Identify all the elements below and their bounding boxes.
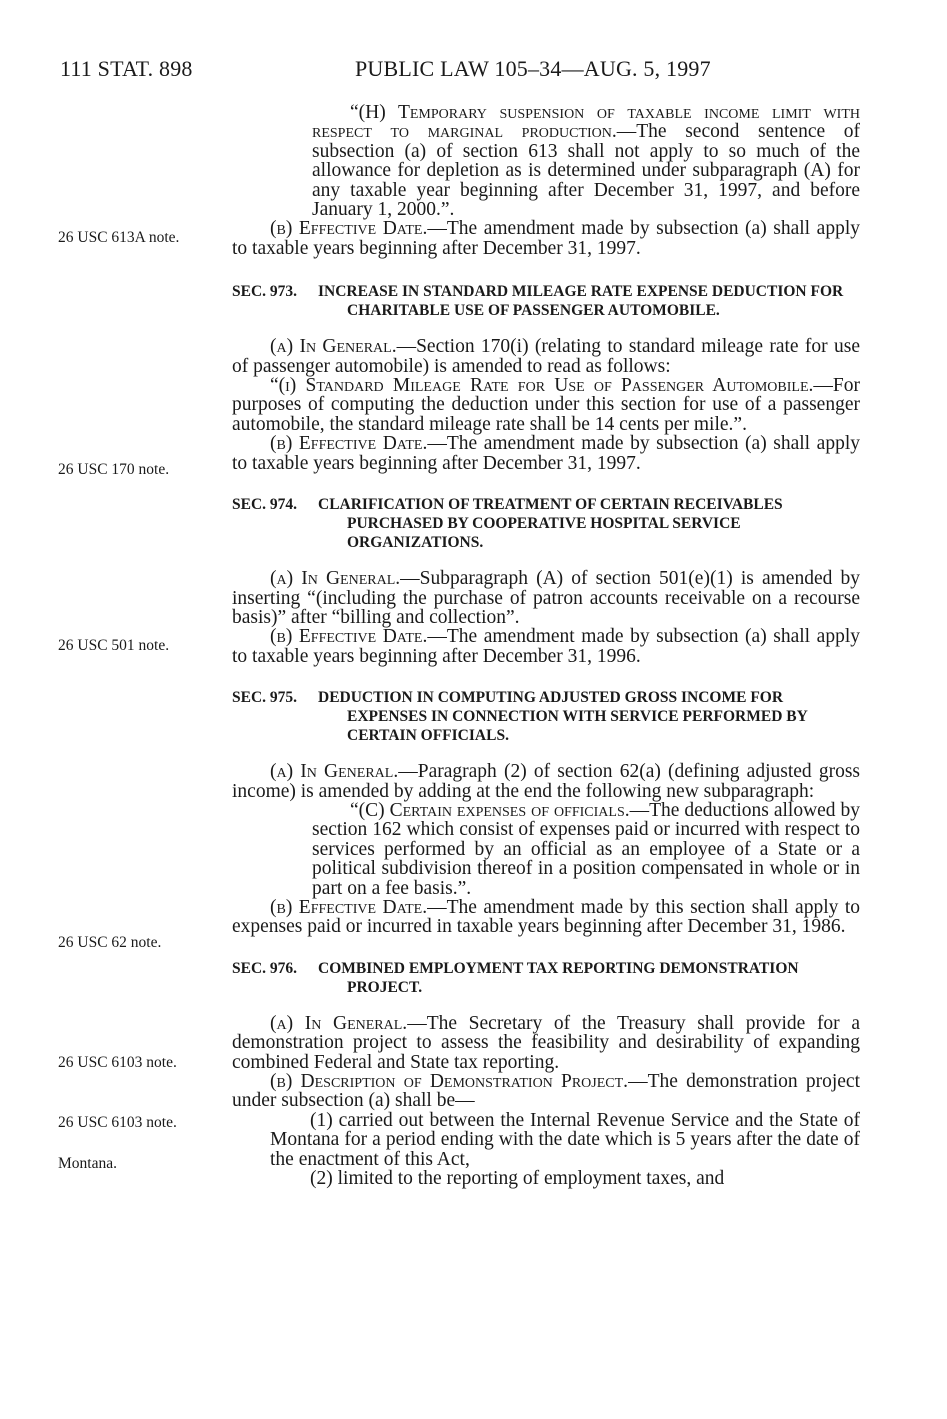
main-text-column <box>232 103 860 1188</box>
section-975-title: DEDUCTION IN COMPUTING ADJUSTED GROSS INCOME FOR EXPENSES IN CONNECTION WITH SERVICE PERFORMED BY CERTAIN OFFICIALS. <box>318 689 808 745</box>
law-title-header: PUBLIC LAW 105–34—AUG. 5, 1997 <box>355 56 711 81</box>
section-975-number: SEC. 975. <box>232 689 298 707</box>
section-973-quoted-i-body: —For purposes of computing the deduction under this section for use of a passenger automobile, the standard mileage rate shall be 14 cents per mile.”. <box>232 375 860 435</box>
section-975-a <box>232 762 860 801</box>
section-976-title: COMBINED EMPLOYMENT TAX REPORTING DEMONSTRATION PROJECT. <box>318 959 799 996</box>
margin-note-62: 26 USC 62 note. <box>58 934 162 951</box>
section-976-b-heading: (b) Description of Demonstration Project. <box>270 1071 629 1092</box>
margin-note-501: 26 USC 501 note. <box>58 637 170 654</box>
section-976-a-body: —The Secretary of the Treasury shall provide for a demonstration project to assess the feasibility and desirability of expanding combined Federal and State tax reporting. <box>232 1012 860 1073</box>
section-976-number: SEC. 976. <box>232 959 298 977</box>
effective-date-972-body: —The amendment made by subsection (a) shall apply to taxable years beginning after December 31, 1997. <box>232 218 860 259</box>
section-973-quoted-i-heading: “(i) Standard Mileage Rate for Use of Passenger Automobile. <box>270 375 814 397</box>
margin-note-6103-b: 26 USC 6103 note. <box>58 1114 177 1131</box>
section-973-quoted-i <box>232 376 860 434</box>
section-976-b <box>232 1072 860 1111</box>
section-973-a-body: —Section 170(i) (relating to standard mileage rate for use of passenger automobile) is amended to read as follows: <box>232 336 860 377</box>
section-975-a-heading: (a) In General. <box>270 761 399 783</box>
section-974-heading <box>232 495 860 552</box>
section-974-a <box>232 569 860 627</box>
section-974-a-body: —Subparagraph (A) of section 501(e)(1) is amended by inserting “(including the purchase of patron accounts receivable on a recourse basis)” after “billing and collection”. <box>232 568 860 628</box>
margin-note-613a: 26 USC 613A note. <box>58 229 180 246</box>
subparagraph-h-body: —The second sentence of subsection (a) of section 613 shall not apply to so much of the allowance for depletion as is determined under subparagraph (A) for any taxable year beginning after December 31, 1997, and before January 1, 2000.”. <box>312 121 860 221</box>
margin-note-170: 26 USC 170 note. <box>58 461 170 478</box>
section-975-quoted-c-body: —The deductions allowed by section 162 which consist of expenses paid or incurred with respect to services performed by an official as an employee of a State or a political subdivision thereof in a position compensated in whole or in part on a fee basis.”. <box>312 799 860 899</box>
margin-note-montana: Montana. <box>58 1155 117 1172</box>
section-976-heading <box>232 959 860 997</box>
section-976-item-2: (2) limited to the reporting of employment taxes, and <box>310 1168 725 1190</box>
page-reference: 111 STAT. 898 <box>60 56 193 81</box>
section-975-heading <box>232 688 860 745</box>
section-973-title: INCREASE IN STANDARD MILEAGE RATE EXPENSE DEDUCTION FOR CHARITABLE USE OF PASSENGER AUTOMOBILE. <box>318 283 844 320</box>
section-973-b <box>232 434 860 473</box>
section-973-b-body: —The amendment made by subsection (a) shall apply to taxable years beginning after December 31, 1997. <box>232 433 860 474</box>
section-976-item-1: (1) carried out between the Internal Revenue Service and the State of Montana for a period ending with the date which is 5 years after the date of the enactment of this Act, <box>270 1109 860 1170</box>
section-975-quoted-c <box>312 801 860 898</box>
section-973-b-heading: (b) Effective Date. <box>270 433 428 455</box>
effective-date-972 <box>232 219 860 258</box>
section-973-a <box>232 337 860 376</box>
section-976-a <box>232 1014 860 1072</box>
section-974-title: CLARIFICATION OF TREATMENT OF CERTAIN RECEIVABLES PURCHASED BY COOPERATIVE HOSPITAL SERVICE ORGANIZATIONS. <box>318 496 783 552</box>
section-973-a-heading: (a) In General. <box>270 336 397 358</box>
section-975-b-body: —The amendment made by this section shall apply to expenses paid or incurred in taxable years beginning after December 31, 1986. <box>232 896 860 938</box>
section-976-a-heading: (a) In General. <box>270 1012 408 1034</box>
section-973-number: SEC. 973. <box>232 283 298 301</box>
section-973-heading <box>232 282 860 320</box>
subparagraph-h <box>312 103 860 219</box>
section-975-quoted-c-heading: “(C) Certain expenses of officials. <box>350 799 630 821</box>
section-975-a-body: —Paragraph (2) of section 62(a) (defining adjusted gross income) is amended by adding at the end the following new subparagraph: <box>232 761 860 802</box>
section-975-b-heading: (b) Effective Date. <box>270 896 428 918</box>
margin-note-6103-a: 26 USC 6103 note. <box>58 1054 177 1071</box>
section-974-number: SEC. 974. <box>232 496 298 514</box>
section-974-b-heading: (b) Effective Date. <box>270 626 428 648</box>
section-974-a-heading: (a) In General. <box>270 568 401 590</box>
section-974-b-body: —The amendment made by subsection (a) shall apply to taxable years beginning after December 31, 1996. <box>232 626 860 667</box>
subparagraph-h-heading: “(H) Temporary suspension of taxable income limit with respect to marginal production. <box>312 102 860 143</box>
section-974-b <box>232 627 860 666</box>
section-976-b-body: —The demonstration project under subsection (a) shall be— <box>232 1071 860 1112</box>
section-975-b <box>232 898 860 937</box>
effective-date-972-heading: (b) Effective Date. <box>270 218 428 240</box>
